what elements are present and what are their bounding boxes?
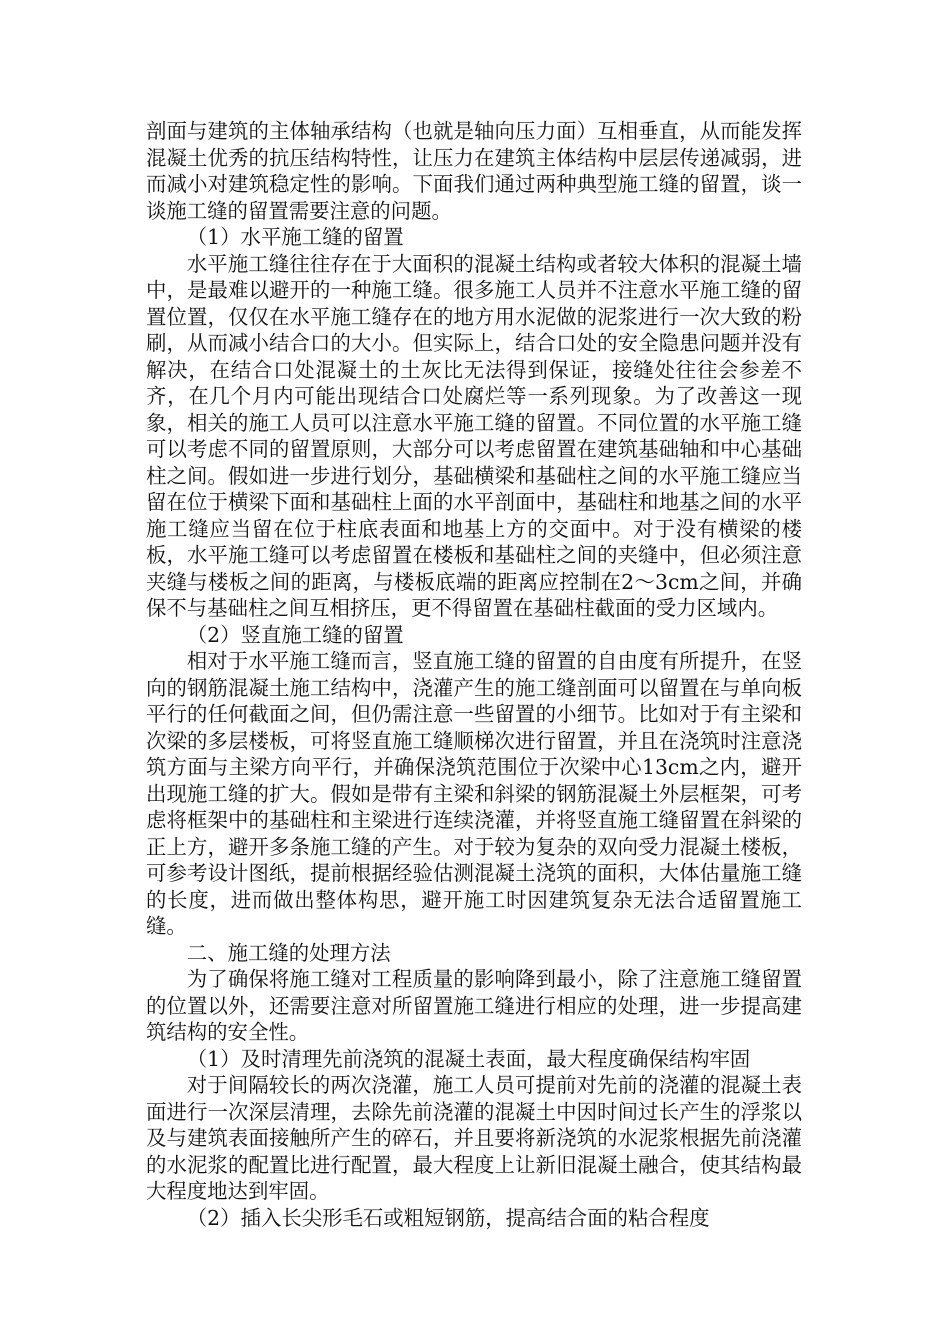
section-heading: 二、施工缝的处理方法 [186, 940, 391, 965]
section-heading: （2）插入长尖形毛石或粗短钢筋，提高结合面的粘合程度 [186, 1205, 710, 1230]
document-body [146, 118, 802, 1231]
body-paragraph: 相对于水平施工缝而言，竖直施工缝的留置的自由度有所提升，在竖向的钢筋混凝土施工结构中，浇灌产生的施工缝剖面可以留置在与单向板平行的任何截面之间，但仍需注意一些留置的小细节。比如对于有主梁和次梁的多层楼板，可将竖直施工缝顺梯次进行留置，并且在浇筑时注意浇筑方面与主梁方向平行，并确保浇筑范围位于次梁中心13cm之内，避开出现施工缝的扩大。假如是带有主梁和斜梁的钢筋混凝土外层框架，可考虑将框架中的基础柱和主梁进行连续浇灌，并将竖直施工缝留置在斜梁的正上方，避开多条施工缝的产生。对于较为复杂的双向受力混凝土楼板，可参考设计图纸，提前根据经验估测混凝土浇筑的面积，大体估量施工缝的长度，进而做出整体构思，避开施工时因建筑复杂无法合适留置施工缝。 [146, 649, 802, 938]
section-heading: （1）水平施工缝的留置 [186, 225, 404, 249]
body-paragraph: 对于间隔较长的两次浇灌，施工人员可提前对先前的浇灌的混凝土表面进行一次深层清理，去除先前浇灌的混凝土中因时间过长产生的浮浆以及与建筑表面接触所产生的碎石，并且要将新浇筑的水泥浆根据先前浇灌的水泥浆的配置比进行配置，最大程度上让新旧混凝土融合，使其结构最大程度地达到牢固。 [146, 1073, 802, 1203]
section-heading: （2）竖直施工缝的留置 [186, 622, 404, 647]
body-paragraph: 为了确保将施工缝对工程质量的影响降到最小，除了注意施工缝留置的位置以外，还需要注意对所留置施工缝进行相应的处理，进一步提高建筑结构的安全性。 [146, 967, 802, 1044]
body-paragraph: 剖面与建筑的主体轴承结构（也就是轴向压力面）互相垂直，从而能发挥混凝土优秀的抗压结构特性，让压力在建筑主体结构中层层传递减弱，进而减小对建筑稳定性的影响。下面我们通过两种典型施工缝的留置，谈一谈施工缝的留置需要注意的问题。 [146, 119, 802, 223]
section-heading: （1）及时清理先前浇筑的混凝土表面，最大程度确保结构牢固 [186, 1046, 751, 1071]
body-paragraph: 水平施工缝往往存在于大面积的混凝土结构或者较大体积的混凝土墙中，是最难以避开的一种施工缝。很多施工人员并不注意水平施工缝的留置位置，仅仅在水平施工缝存在的地方用水泥做的泥浆进行一次大致的粉刷，从而减小结合口的大小。但实际上，结合口处的安全隐患问题并没有解决，在结合口处混凝土的土灰比无法得到保证，接缝处往往会参差不齐，在几个月内可能出现结合口处腐烂等一系列现象。为了改善这一现象，相关的施工人员可以注意水平施工缝的留置。不同位置的水平施工缝可以考虑不同的留置原则，大部分可以考虑留置在建筑基础轴和中心基础柱之间。假如进一步进行划分，基础横梁和基础柱之间的水平施工缝应当留在位于横梁下面和基础柱上面的水平剖面中，基础柱和地基之间的水平施工缝应当留在位于柱底表面和地基上方的交面中。对于没有横梁的楼板，水平施工缝可以考虑留置在楼板和基础柱之间的夹缝中，但必须注意夹缝与楼板之间的距离，与楼板底端的距离应控制在2～3cm之间，并确保不与基础柱之间互相挤压，更不得留置在基础柱截面的受力区域内。 [146, 251, 802, 620]
